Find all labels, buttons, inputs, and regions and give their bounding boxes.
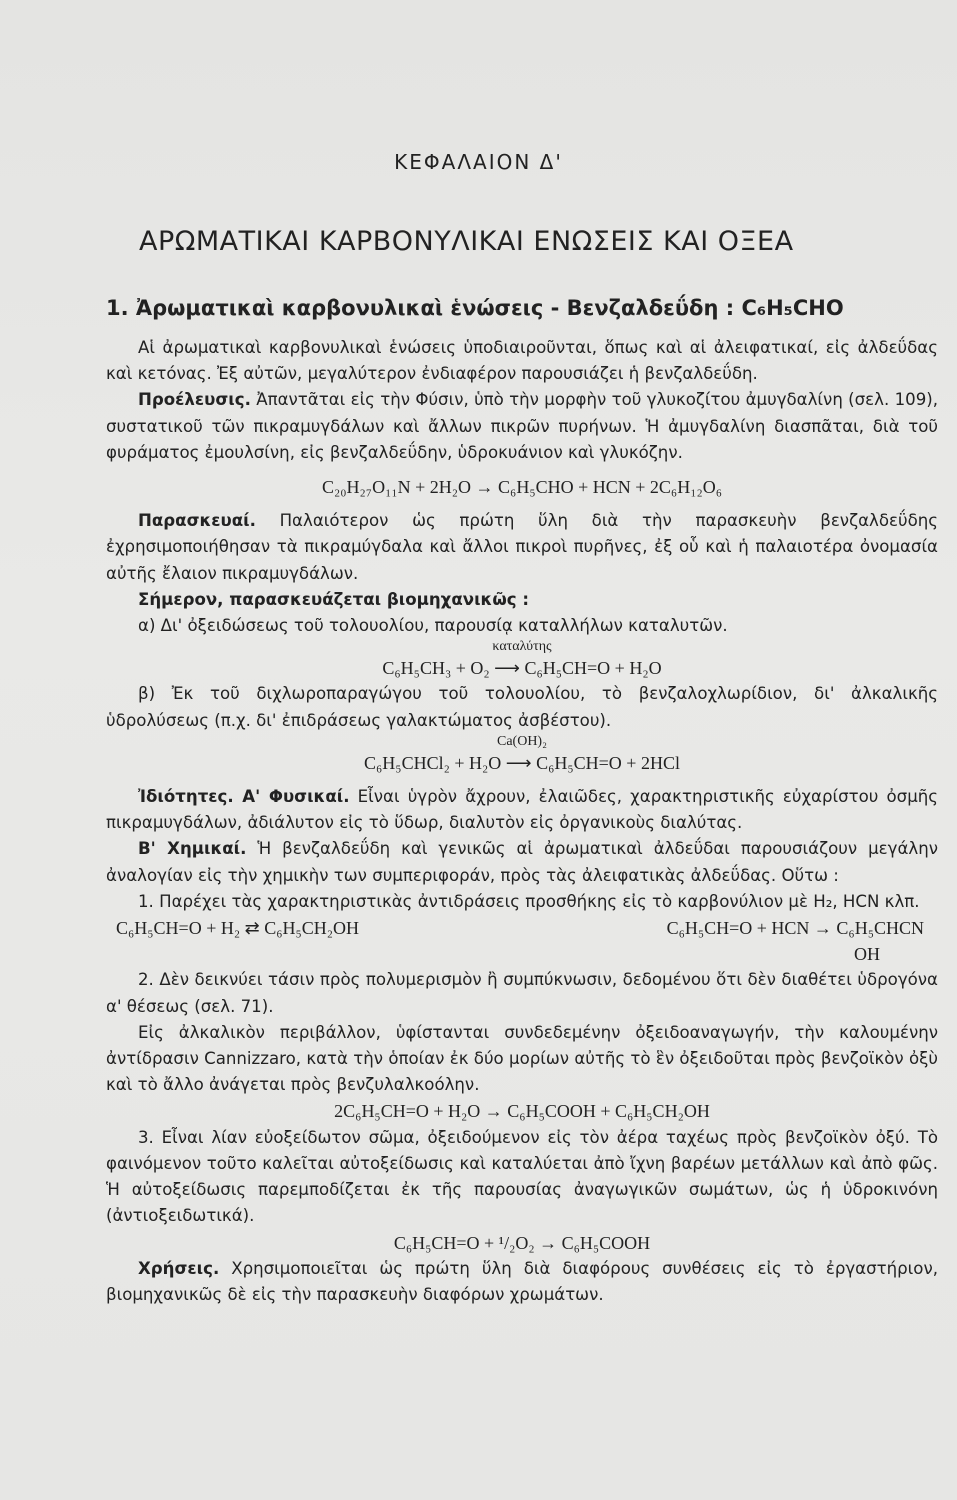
equation-autoxidation: C₆H₅CH=O + ¹/₂O₂ → C₆H₅COOH — [393, 1232, 651, 1253]
proeleusis-label: Προέλευσις. — [138, 390, 251, 410]
idiotites-paragraph — [106, 784, 938, 836]
equation-hydrogenation: C₆H₅CH=O + H₂ ⇄ C₆H₅CH₂OH — [116, 918, 360, 939]
equation-amygdalin: C₂₀H₂₇O₁₁N + 2H₂O → C₆H₅CHO + HCN + 2C₆H₁₂O₆ — [321, 477, 723, 498]
item-3: 3. Εἶναι λίαν εὐοξείδωτον σῶμα, ὀξειδούμενον εἰς τὸν ἀέρα ταχέως πρὸς βενζοϊκὸν ὀξύ. Τὸ φαινόμενον τοῦτο καλεῖται αὐτοξείδωσις καὶ καταλύεται ἀπὸ ἴχνη βαρέων μετάλλων καὶ ἀπὸ φῶς. Ἡ αὐτοξείδωσις παρεμποδίζεται ἐκ τῆς παρουσίας ἀναγωγικῶν σωμάτων, ὡς ἡ ὑδροκινόνη (ἀντιοξειδωτικά). — [106, 1127, 938, 1226]
catalyst-label-b: Ca(OH)₂ — [497, 733, 547, 749]
item-1: 1. Παρέχει τὰς χαρακτηριστικὰς ἀντιδράσεις προσθήκης εἰς τὸ καρβονύλιον μὲ H₂, HCN κλπ. — [138, 891, 920, 911]
xriseis-paragraph — [106, 1256, 938, 1308]
chimikai-label: Β' Χημικαί. — [138, 839, 247, 859]
proeleusis-paragraph — [106, 387, 938, 466]
intro-paragraph: Αἱ ἀρωματικαὶ καρβονυλικαὶ ἑνώσεις ὑποδιαιροῦνται, ὅπως καὶ αἱ ἀλειφατικαί, εἰς ἀλδεΰδας καὶ κετόνας. Ἐξ αὐτῶν, μεγαλύτερον ἐνδιαφέρον παρουσιάζει ἡ βενζαλδεΰδη. — [106, 338, 938, 384]
cyanohydrin-oh: OH — [854, 944, 880, 965]
equation-cannizzaro: 2C₆H₅CH=O + H₂O → C₆H₅COOH + C₆H₅CH₂OH — [334, 1101, 710, 1122]
paraskeui-text: Παλαιότερον ὡς πρώτη ὕλη διὰ τὴν παρασκευὴν βενζαλδεΰδης ἐχρησιμοποιήθησαν τὰ πικραμύγδαλα καὶ ἄλλοι πικροὶ πυρῆνες, ἐξ οὗ καὶ ἡ παλαιοτέρα ὀνομασία αὐτῆς ἔλαιον πικραμυγδάλων. — [106, 511, 938, 583]
item-2: 2. Δὲν δεικνύει τάσιν πρὸς πολυμερισμὸν ἢ συμπύκνωσιν, δεδομένου ὅτι δὲν διαθέτει ὑδρογόνα α' θέσεως (σελ. 71). — [106, 970, 938, 1016]
xriseis-label: Χρήσεις. — [138, 1258, 220, 1278]
section-heading-text: 1. Ἀρωματικαὶ καρβονυλικαὶ ἑνώσεις - Βενζαλδεΰδη : — [106, 296, 735, 320]
section-heading — [106, 296, 911, 320]
section-formula: C₆H₅CHO — [741, 296, 844, 320]
proeleusis-text: Ἀπαντᾶται εἰς τὴν Φύσιν, ὑπὸ τὴν μορφὴν τοῦ γλυκοζίτου ἀμυγδαλίνη (σελ. 109), συστατικοῦ τῶν πικραμυγδάλων καὶ ἄλλων πικρῶν πυρήνων. Ἡ ἀμυγδαλίνη διασπᾶται, διὰ τοῦ φυράματος ἐμουλσίνη, εἰς βενζαλδεΰδην, ὑδροκυάνιον καὶ γλυκόζην. — [106, 390, 939, 462]
page-title: ΑΡΩΜΑΤΙΚΑΙ ΚΑΡΒΟΝΥΛΙΚΑΙ ΕΝΩΣΕΙΣ ΚΑΙ ΟΞΕΑ — [139, 226, 794, 257]
method-b: β) Ἐκ τοῦ διχλωροπαραγώγου τοῦ τολουολίου, τὸ βενζαλοχλωρίδιον, δι' ἀλκαλικῆς ὑδρολύσεως (π.χ. δι' ἐπιδράσεως γαλακτώματος ἀσβέστου). — [106, 684, 938, 730]
idiotites-label: Ἰδιότητες. Α' Φυσικαί. — [138, 787, 350, 807]
paraskeui-paragraph — [106, 508, 938, 587]
equation-row-addition — [106, 915, 938, 941]
xriseis-text: Χρησιμοποιεῖται ὡς πρώτη ὕλη διὰ διαφόρους συνθέσεις εἰς τὸ ἐργαστήριον, βιομηχανικῶς δὲ εἰς τὴν παρασκευὴν διαφόρων χρωμάτων. — [106, 1258, 938, 1304]
equation-toluene-oxidation: C₆H₅CH₃ + O₂ ⟶ C₆H₅CH=O + H₂O — [382, 658, 662, 679]
chimikai-text: Ἡ βενζαλδεΰδη καὶ γενικῶς αἱ ἀρωματικαὶ ἀλδεΰδαι παρουσιάζουν μεγάλην ἀναλογίαν εἰς τὴν χημικὴν των συμπεριφοράν, πρὸς τὰς ἀλειφατικὰς ἀλδεΰδας. Οὕτω : — [106, 839, 938, 885]
simeron-heading: Σήμερον, παρασκευάζεται βιομηχανικῶς : — [138, 589, 529, 609]
method-a: α) Δι' ὀξειδώσεως τοῦ τολουολίου, παρουσίᾳ καταλλήλων καταλυτῶν. — [138, 616, 728, 636]
chimikai-paragraph — [106, 836, 938, 888]
chapter-heading: ΚΕΦΑΛΑΙΟΝ Δ' — [394, 150, 563, 174]
document-body — [106, 335, 938, 1308]
cannizzaro-paragraph: Εἰς ἀλκαλικὸν περιβάλλον, ὑφίστανται συνδεδεμένην ὀξειδοαναγωγήν, τὴν καλουμένην ἀντίδρασιν Cannizzaro, κατὰ τὴν ὁποίαν ἐκ δύο μορίων αὐτῆς τὸ ἓν ὀξειδοῦται πρὸς βενζοϊκὸν ὀξὺ καὶ τὸ ἄλλο ἀνάγεται πρὸς βενζυλαλκοόλην. — [106, 1022, 938, 1095]
equation-cyanohydrin: C₆H₅CH=O + HCN → C₆H₅CHCN — [666, 918, 924, 939]
catalyst-label-a: καταλύτης — [492, 639, 552, 655]
paraskeui-label: Παρασκευαί. — [138, 511, 256, 531]
equation-hydrolysis: C₆H₅CHCl₂ + H₂O ⟶ C₆H₅CH=O + 2HCl — [364, 752, 680, 773]
idiotites-text: Εἶναι ὑγρὸν ἄχρουν, ἐλαιῶδες, χαρακτηριστικῆς εὐχαρίστου ὀσμῆς πικραμυγδάλων, ἀδιάλυτον εἰς τὸ ὕδωρ, διαλυτὸν εἰς ὀργανικοὺς διαλύτας. — [106, 787, 939, 833]
